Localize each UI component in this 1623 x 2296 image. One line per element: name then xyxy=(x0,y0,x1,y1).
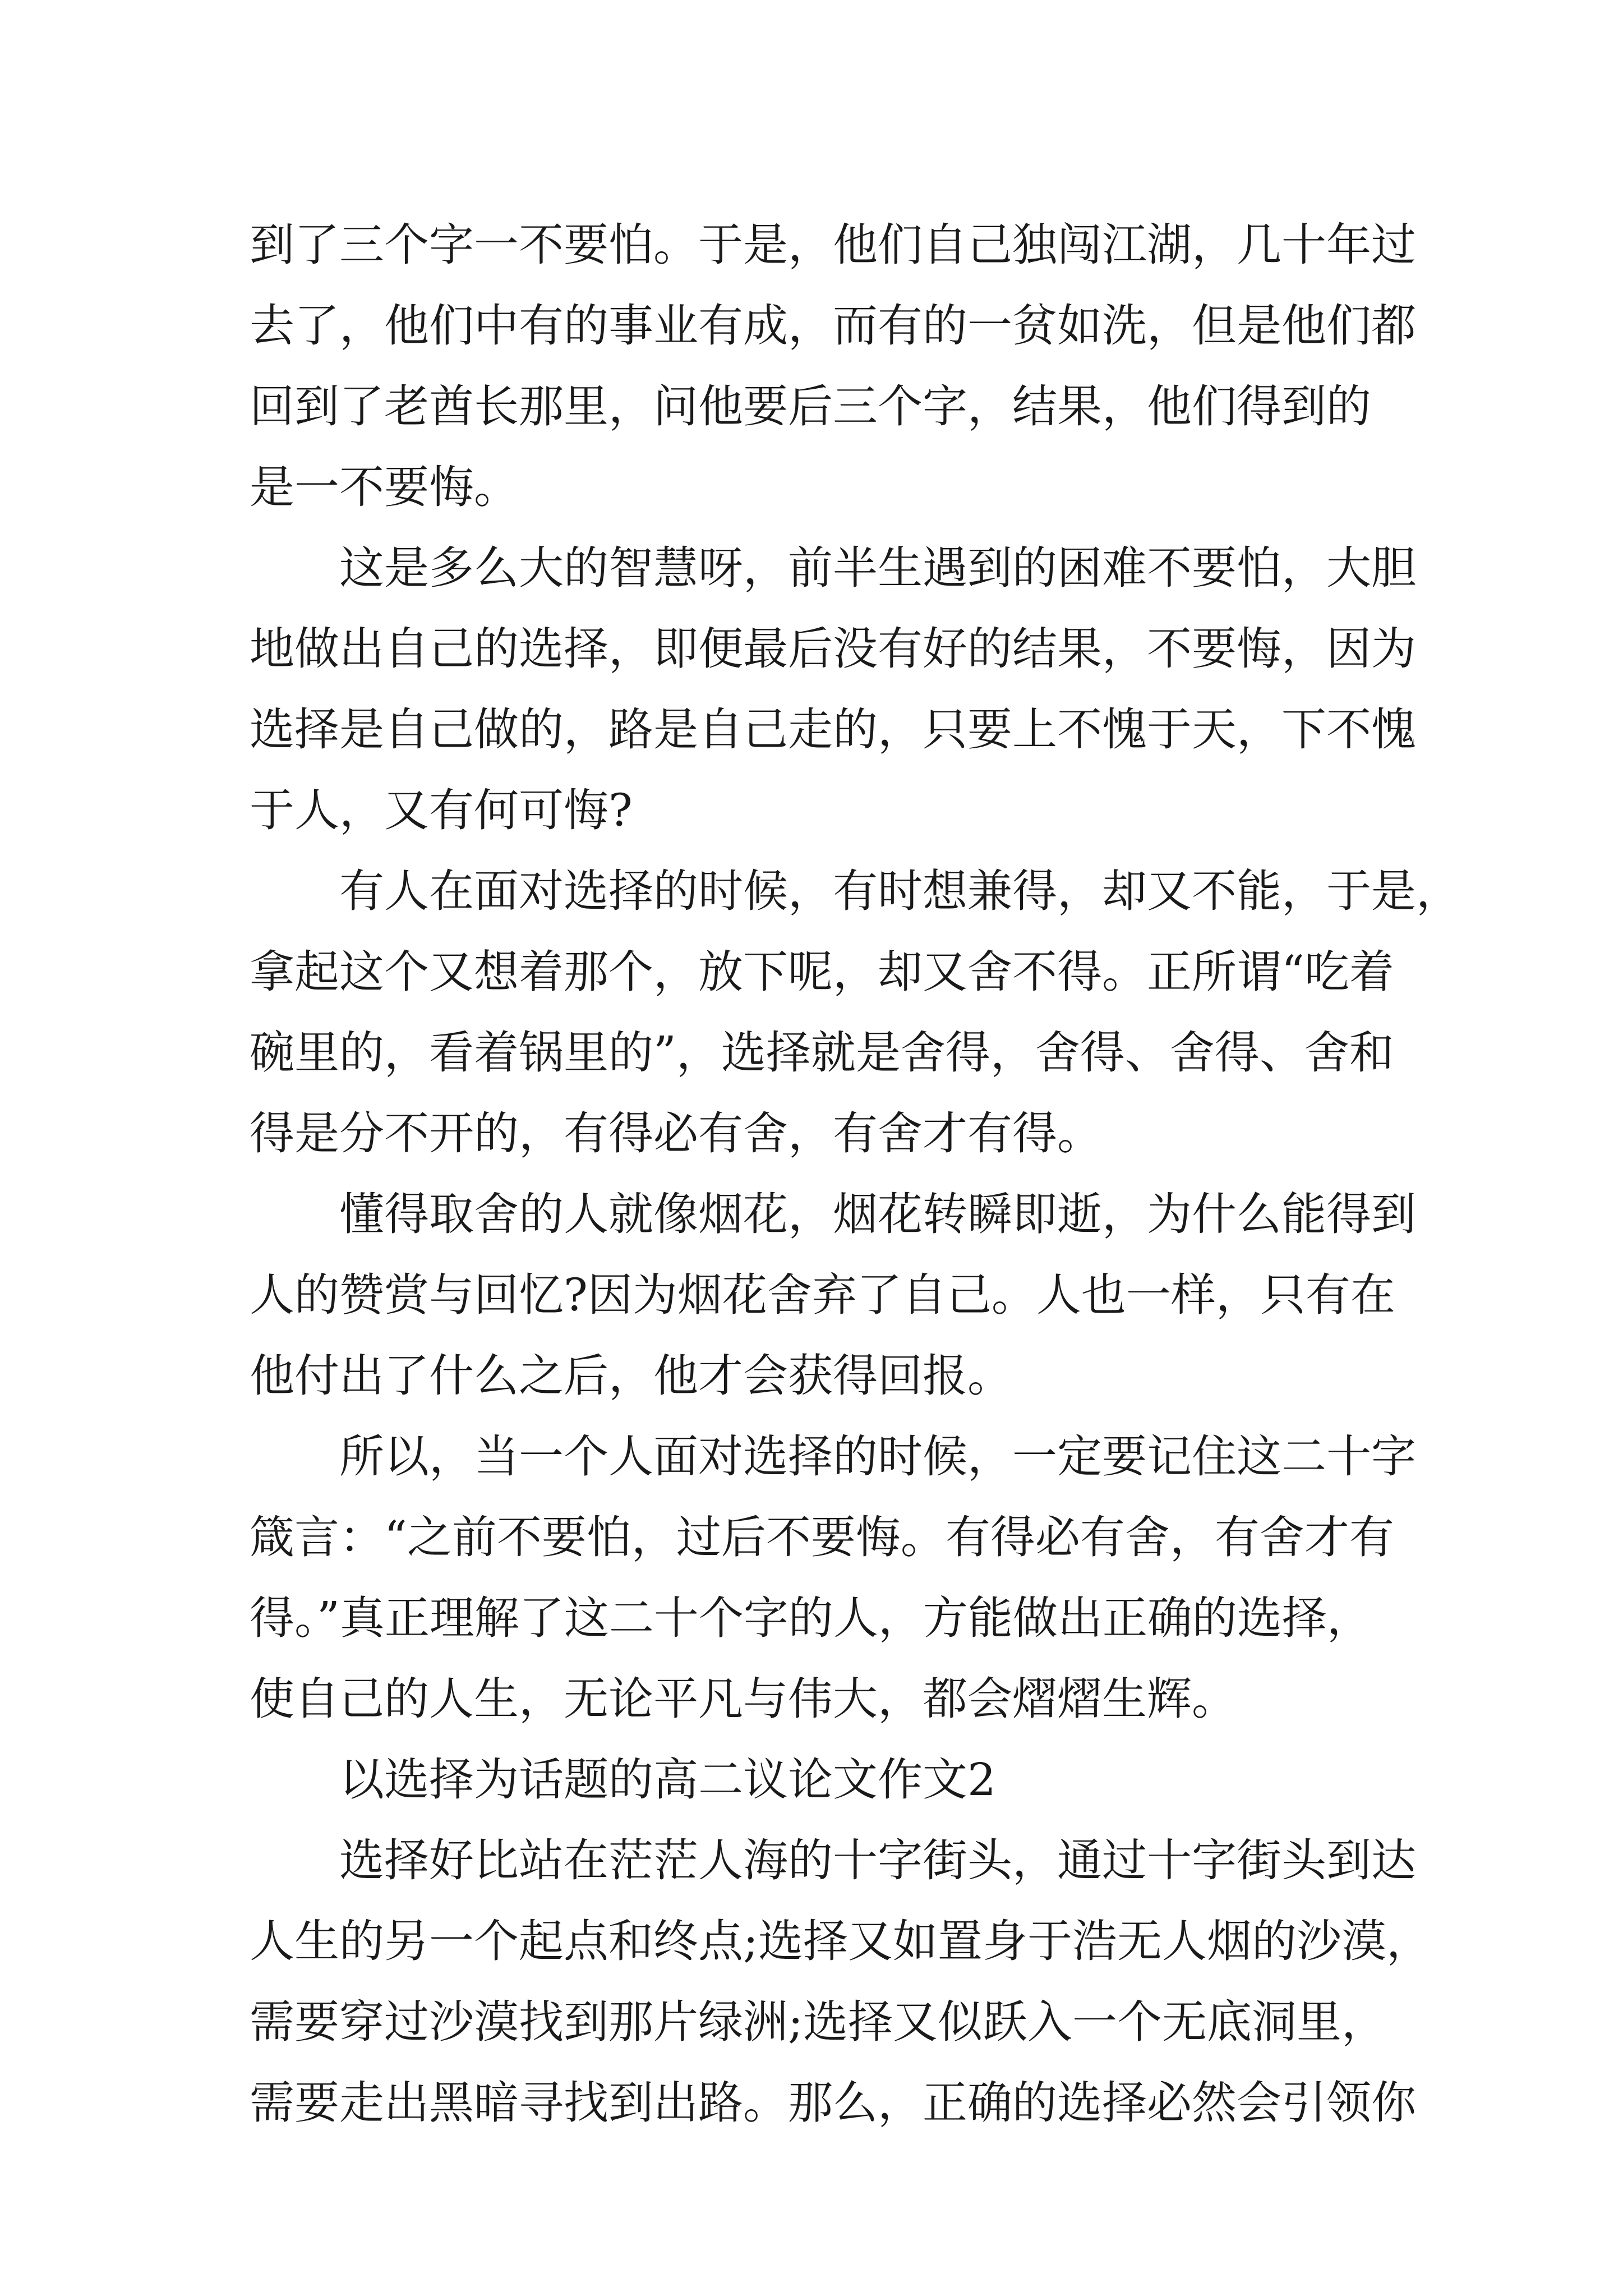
paragraph-first-line: 这是多么大的智慧呀，前半生遇到的困难不要怕，大胆 xyxy=(339,542,1416,594)
text-line: 箴言：“之前不要怕，过后不要悔。有得必有舍，有舍才有 xyxy=(250,1511,1394,1563)
essay-body xyxy=(250,205,1461,2143)
section-heading: 以选择为话题的高二议论文作文2 xyxy=(339,1754,996,1806)
text-line: 人生的另一个起点和终点;选择又如置身于浩无人烟的沙漠， xyxy=(250,1915,1431,1967)
text-line: 得。”真正理解了这二十个字的人，方能做出正确的选择， xyxy=(250,1592,1372,1644)
text-line: 到了三个字一不要怕。于是，他们自己独闯江湖，几十年过 xyxy=(250,219,1416,271)
text-line: 于人，又有何可悔? xyxy=(250,784,633,836)
text-line: 需要走出黑暗寻找到出路。那么，正确的选择必然会引领你 xyxy=(250,2077,1416,2129)
paragraph-first-line: 选择好比站在茫茫人海的十字街头，通过十字街头到达 xyxy=(339,1834,1416,1887)
text-line: 是一不要悔。 xyxy=(250,461,519,513)
text-line: 碗里的，看着锅里的”，选择就是舍得，舍得、舍得、舍和 xyxy=(250,1027,1394,1079)
text-line: 他付出了什么之后，他才会获得回报。 xyxy=(250,1350,1012,1402)
text-line: 去了，他们中有的事业有成，而有的一贫如洗，但是他们都 xyxy=(250,300,1416,352)
text-line: 人的赞赏与回忆?因为烟花舍弃了自己。人也一样，只有在 xyxy=(250,1269,1395,1321)
text-line: 地做出自己的选择，即便最后没有好的结果，不要悔，因为 xyxy=(250,623,1416,675)
paragraph-first-line: 所以，当一个人面对选择的时候，一定要记住这二十字 xyxy=(339,1430,1416,1483)
paragraph-first-line: 懂得取舍的人就像烟花，烟花转瞬即逝，为什么能得到 xyxy=(339,1188,1416,1240)
text-line: 需要穿过沙漠找到那片绿洲;选择又似跃入一个无底洞里， xyxy=(250,1996,1386,2048)
text-line: 使自己的人生，无论平凡与伟大，都会熠熠生辉。 xyxy=(250,1673,1237,1725)
text-line: 回到了老酋长那里，问他要后三个字，结果，他们得到的 xyxy=(250,380,1371,432)
text-line: 得是分不开的，有得必有舍，有舍才有得。 xyxy=(250,1107,1102,1159)
text-line: 拿起这个又想着那个，放下呢，却又舍不得。正所谓“吃着 xyxy=(250,946,1394,998)
paragraph-first-line: 有人在面对选择的时候，有时想兼得，却又不能，于是， xyxy=(339,865,1461,917)
text-line: 选择是自己做的，路是自己走的，只要上不愧于天，下不愧 xyxy=(250,703,1416,756)
